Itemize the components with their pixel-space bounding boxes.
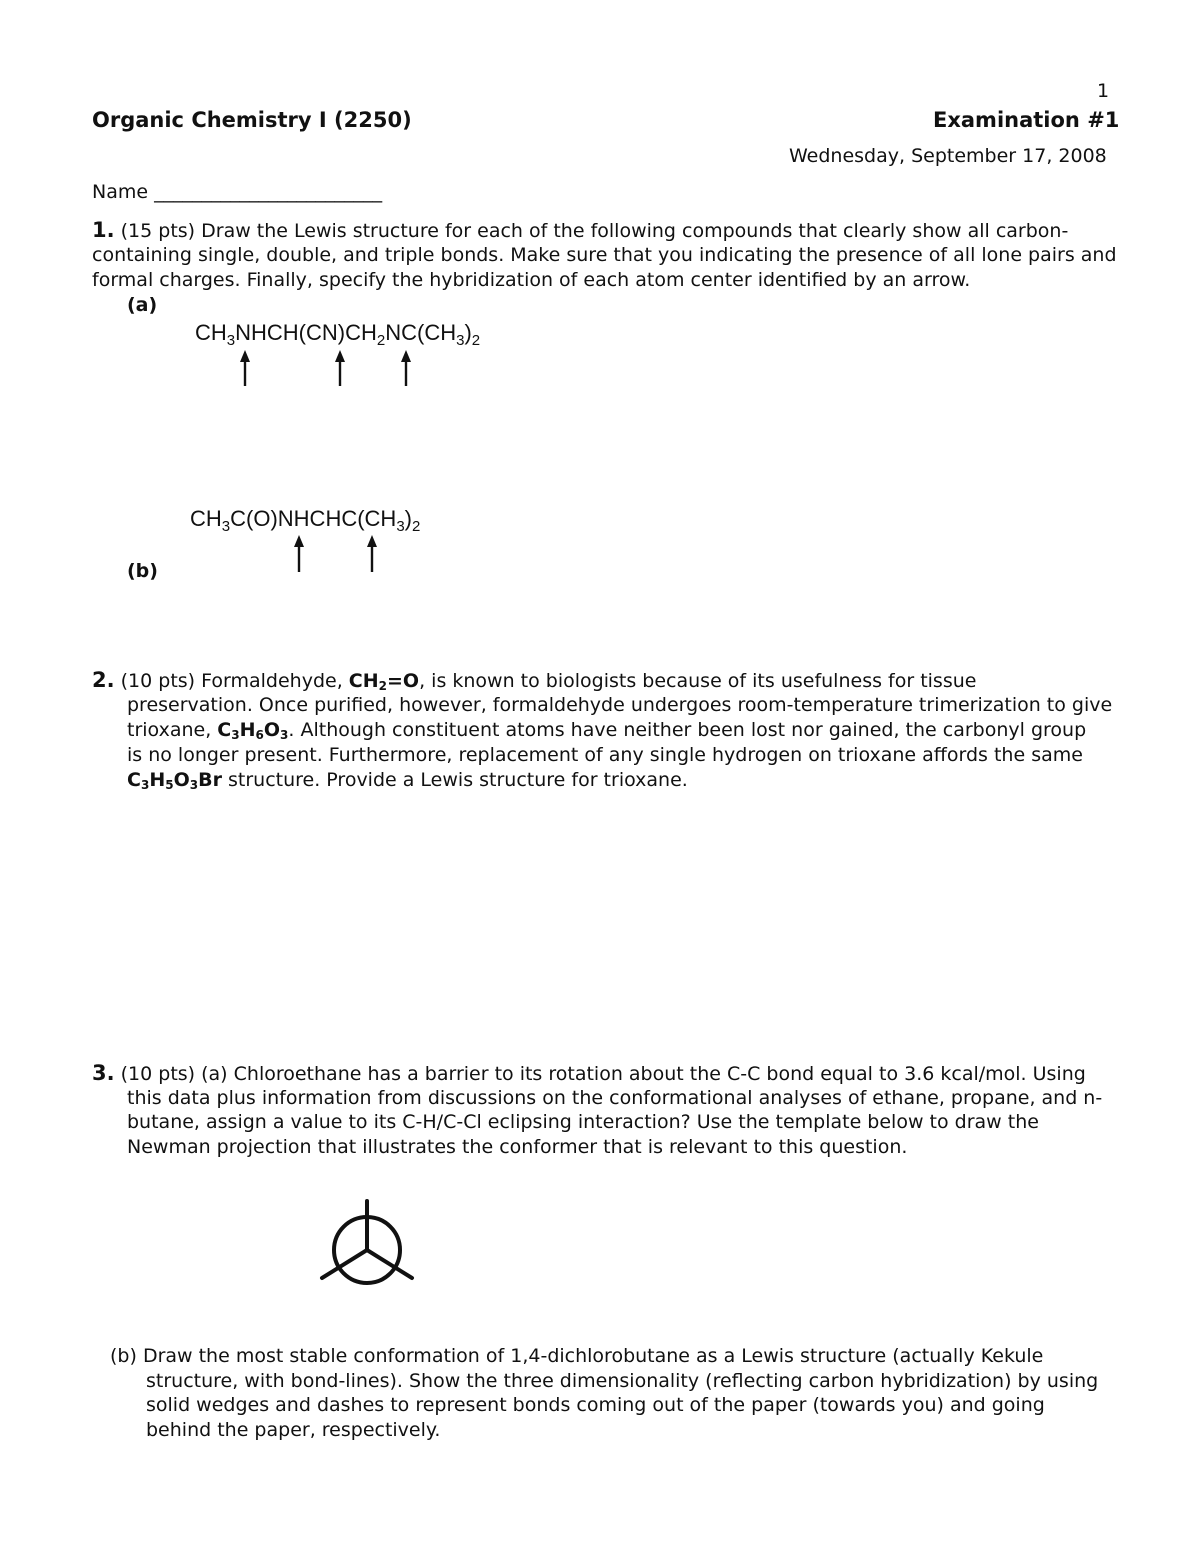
formula-b-subscript: 3: [221, 518, 231, 535]
formaldehyde-text: =O: [387, 670, 420, 692]
q3b-label: (b): [110, 1345, 137, 1367]
formula-a-subscript: 3: [226, 332, 236, 349]
q1-line-2: containing single, double, and triple bonds. Make sure that you indicating the presence of all lone pairs and: [92, 244, 1117, 266]
q2-line3-rest: . Although constituent atoms have neither been lost nor gained, the carbonyl group: [288, 719, 1087, 741]
trioxane-subscript: 6: [255, 728, 264, 742]
bromotrioxane-subscript: 5: [165, 778, 174, 792]
formula-b-subscript: 3: [396, 518, 405, 535]
bromotrioxane-text: C: [127, 769, 141, 791]
trioxane-text: C: [217, 719, 232, 741]
q1-line-3: formal charges. Finally, specify the hybridization of each atom center identified by an arrow.: [92, 269, 971, 291]
formula-a-subscript: 3: [456, 332, 465, 349]
q1-text-1: (15 pts) Draw the Lewis structure for each of the following compounds that clearly show all carbon-: [120, 220, 1069, 242]
formula-b-text: C(O)NHCHC(CH: [230, 506, 397, 531]
page-number: 1: [1097, 80, 1110, 102]
trioxane-subscript: 3: [231, 728, 240, 742]
formula-b-text: CH: [190, 506, 222, 531]
bromotrioxane-text: O: [173, 769, 190, 791]
bromotrioxane-subscript: 3: [140, 778, 150, 792]
q3b-line-1: [110, 1344, 1043, 1369]
q2-line-2: preservation. Once purified, however, formaldehyde undergoes room-temperature trimerization to give: [127, 694, 1113, 716]
formaldehyde-subscript: 2: [378, 679, 388, 693]
name-blank: ________________________: [154, 181, 383, 203]
bromotrioxane-text: Br: [198, 769, 222, 791]
q3-text-1: (10 pts) (a) Chloroethane has a barrier to its rotation about the C-C bond equal to 3.6 kcal/mol. Using: [120, 1063, 1086, 1085]
q2-line3-start: trioxane,: [127, 719, 212, 741]
q3-line-2: this data plus information from discussions on the conformational analyses of ethane, propane, and n-: [127, 1087, 1103, 1109]
formula-a-text: CH: [195, 320, 227, 345]
formula-b-subscript: 2: [412, 518, 421, 535]
exam-title: Examination #1: [933, 108, 1120, 132]
formula-a-subscript: 2: [376, 332, 386, 349]
formula-b-text: ): [404, 506, 412, 531]
formula-a-text: NC(CH: [385, 320, 457, 345]
trioxane-text: O: [263, 719, 281, 741]
trioxane-text: H: [239, 719, 256, 741]
formula-a-subscript: 2: [471, 332, 481, 349]
q2-pts: (10 pts) Formaldehyde,: [120, 670, 343, 692]
q2-number: 2.: [92, 668, 115, 692]
q1-part-b-label: (b): [127, 560, 158, 582]
bromotrioxane-text: H: [149, 769, 166, 791]
q3b-line-3: solid wedges and dashes to represent bonds coming out of the paper (towards you) and going: [146, 1394, 1045, 1416]
q3b-text-1: Draw the most stable conformation of 1,4-dichlorobutane as a Lewis structure (actually Kekule: [142, 1345, 1044, 1367]
q3b-line-4: behind the paper, respectively.: [146, 1419, 441, 1441]
trioxane-subscript: 3: [280, 728, 289, 742]
formula-a-text: ): [464, 320, 472, 345]
formaldehyde-text: CH: [348, 670, 379, 692]
q3-number: 3.: [92, 1061, 115, 1085]
formula-a-text: NHCH(CN)CH: [235, 320, 377, 345]
name-label: Name: [92, 181, 149, 203]
q1-number: 1.: [92, 218, 115, 242]
bromotrioxane-subscript: 3: [189, 778, 199, 792]
q2-line-4: is no longer present. Furthermore, replacement of any single hydrogen on trioxane affords the same: [127, 744, 1083, 766]
q1-part-a-label: (a): [127, 294, 158, 316]
q2-line1-rest: , is known to biologists because of its usefulness for tissue: [419, 670, 977, 692]
q3-line-3: butane, assign a value to its C-H/C-Cl eclipsing interaction? Use the template below to draw the: [127, 1111, 1039, 1133]
q2-line5-rest: structure. Provide a Lewis structure for trioxane.: [221, 769, 688, 791]
exam-date: Wednesday, September 17, 2008: [789, 145, 1107, 167]
q3b-line-2: structure, with bond-lines). Show the three dimensionality (reflecting carbon hybridization) by using: [146, 1370, 1099, 1392]
course-title: Organic Chemistry I (2250): [92, 108, 412, 132]
q3-line-4: Newman projection that illustrates the conformer that is relevant to this question.: [127, 1136, 908, 1158]
